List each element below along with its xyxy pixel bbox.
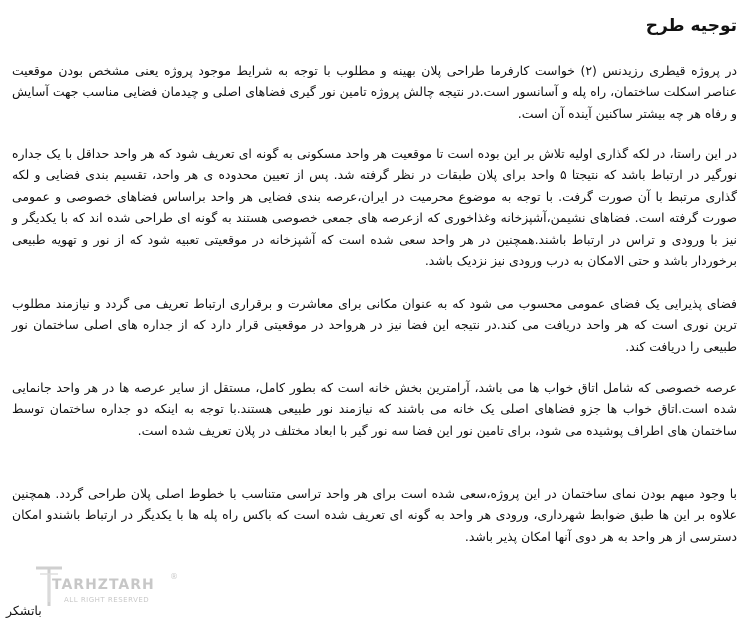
paragraph-reception-space: فضای پذیرایی یک فضای عمومی محسوب می شود که به عنوان مکانی برای معاشرت و برقراری ارتباط تعریف می گردد و نیازمند مطلوب ترین نوری است که هر واحد دریافت می کند.در نتیجه این فضا نیز در هرواحد در موقعیتی قرار دارد که از جداره های اصلی ساختمان نور طبیعی را دریافت کند. (12, 296, 737, 354)
tarhztarh-watermark-logo (34, 564, 184, 612)
paragraph-facade-terrace: با وجود مبهم بودن نمای ساختمان در این پروژه،سعی شده است برای هر واحد تراسی متناسب با خطوط اصلی پلان طراحی گردد. همچنین علاوه بر این ها طبق ضوابط شهرداری، ورودی هر واحد به گونه ای تعریف شده است که باکس راه پله ها با یکدیگر در ارتباط باشندو امکان دسترسی از هر واحد به هر دوی آنها امکان پذیر باشد. (12, 486, 737, 544)
paragraph-private-zone: عرصه خصوصی که شامل اتاق خواب ها می باشد، آرامترین بخش خانه است که بطور کامل، مستقل از سایر عرصه ها در هر واحد جانمایی شده است.اتاق خواب ها جزو فضاهای اصلی یک خانه می باشند که نیازمند نور طبیعی هستند.با توجه به اینکه دو جداره ساختمان توسط ساختمان های اطراف پوشیده می شود، برای تامین نور این فضا سه نور گیر با ابعاد مختلف در پلان تعریف شده است. (12, 380, 737, 438)
watermark-tagline: ALL RIGHT RESERVED (64, 596, 150, 604)
document-title: توجیه طرح (645, 16, 737, 36)
paragraph-project-request: در پروژه قیطری رزیدنس (۲) خواست کارفرما طراحی پلان بهینه و مطلوب با توجه به شرایط موجود پروژه یعنی مشخص بودن موقعیت عناصر اسکلت ساختمان، راه پله و آسانسور است.در نتیجه چالش پروژه تامین نور گیری فضاهای اصلی و چیدمان فضایی مناسب جهت آسایش و رفاه هر چه بیشتر ساکنین آینده آن است. (12, 63, 737, 121)
closing-thanks: باتشکر (6, 603, 42, 618)
watermark-registered-mark: ® (170, 572, 178, 581)
watermark-brand: TARHZTARH (52, 577, 155, 593)
paragraph-unit-zoning: در این راستا، در لکه گذاری اولیه تلاش بر این بوده است تا موقعیت هر واحد مسکونی به گونه ای تعریف شود که هر واحد حداقل با یک جداره نورگیر در ارتباط باشد که نتیجتا ۵ واحد برای پلان طبقات در نظر گرفته شد. پس از تعیین محدوده ی هر واحد، تقسیم بندی فضایی و لکه گذاری مرتبط با آن صورت گرفت. با توجه به موضوع محرمیت در ایران،عرصه بندی فضایی هر واحد براساس فضاهای خصوصی و عمومی صورت گرفته است. فضاهای نشیمن،آشپزخانه وغذاخوری که ازعرصه های جمعی خصوصی هستند به گونه ای طراحی شده اند که با یکدیگر و نیز با ورودی و تراس در ارتباط باشند.همچنین در هر واحد سعی شده است که آشپزخانه در موقعیتی تعبیه شود که از نور و تهویه طبیعی برخوردار باشد و حتی الامکان به درب ورودی نیز نزدیک باشد. (12, 146, 737, 269)
